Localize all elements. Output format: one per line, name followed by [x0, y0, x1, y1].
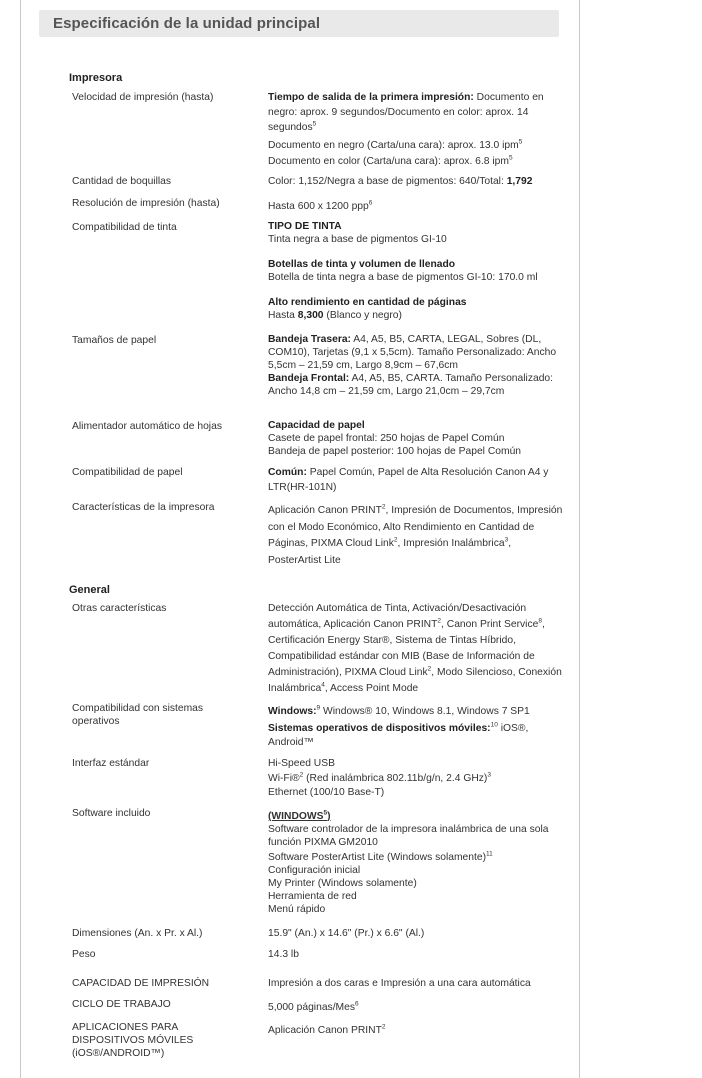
spec-label: Velocidad de impresión (hasta) [72, 92, 214, 103]
spec-label: Resolución de impresión (hasta) [72, 198, 220, 209]
spec-value: Hi-Speed USB Wi-Fi®$^2$ (Red inalámbrica 802.11b/g/n, 2.4 GHz)$^3$ Ethernet (100/10 Base-T) [268, 758, 491, 798]
spec-label: Peso [72, 949, 96, 960]
spec-value: Capacidad de papel Casete de papel frontal: 250 hojas de Papel Común Bandeja de papel posterior: 100 hojas de Papel Común [268, 420, 522, 457]
section-title-impresora: Impresora [69, 72, 123, 84]
spec-label: Compatibilidad de papel [72, 467, 183, 478]
spec-value: (WINDOWS$^5$) Software controlador de la impresora inalámbrica de una sola función PIXMA GM2010 Software PosterArtist Lite (Windows solamente)$^{11}$ Configuración inicial My Printer (Windows solamente) Herramienta de red Menú rápido [268, 809, 549, 915]
spec-label: Compatibilidad de tinta [72, 222, 177, 233]
spec-value: Hasta 600 x 1200 ppp$^6$ [268, 199, 373, 212]
spec-value: Bandeja Trasera: A4, A5, B5, CARTA, LEGAL, Sobres (DL, COM10), Tarjetas (9,1 x 5,5cm). Tamaño Personalizado: Ancho 5,5cm – 21,59 cm, Largo 8,9cm – 67,6cm Bandeja Frontal: A4, A5, B5, CARTA. Tamaño Personalizado: Ancho 14,8 cm – 21,59 cm, Largo 21,0cm – 29,7cm [268, 334, 557, 397]
spec-label: Otras características [72, 603, 167, 614]
spec-label: Dimensiones (An. x Pr. x Al.) [72, 928, 203, 939]
spec-label: Software incluido [72, 808, 151, 819]
spec-label: CAPACIDAD DE IMPRESIÓN [72, 978, 210, 989]
section-header [39, 10, 559, 37]
spec-value: Impresión a dos caras e Impresión a una cara automática [268, 978, 531, 989]
page-title: Especificación de la unidad principal [53, 15, 321, 32]
spec-panel [20, 0, 580, 1078]
spec-label: Compatibilidad con sistemas operativos [72, 703, 204, 727]
spec-value: 5,000 páginas/Mes$^6$ [268, 1000, 359, 1013]
spec-value: Tiempo de salida de la primera impresión: Documento en negro: aprox. 9 segundos/Documento en color: aprox. 14 segundos$^5$ Documento en negro (Carta/una cara): aprox. 13.0 ipm$^5$ Documento en color (Carta/una cara): aprox. 6.8 ipm$^5$ [268, 92, 544, 167]
spec-label: APLICACIONES PARA DISPOSITIVOS MÓVILES (iOS®/ANDROID™) [72, 1022, 194, 1059]
spec-value: Detección Automática de Tinta, Activación/Desactivación automática, Aplicación Canon PRINT$^2$, Canon Print Service$^8$, Certificación Energy Star®, Sistema de Tintas Híbrido, Compatibilidad estándar con MIB (Base de Información de Administración), PIXMA Cloud Link$^2$, Modo Silencioso, Conexión Inalámbrica$^4$, Access Point Mode [268, 603, 562, 694]
spec-label: Alimentador automático de hojas [72, 421, 222, 432]
spec-value: TIPO DE TINTA Tinta negra a base de pigmentos GI-10 Botellas de tinta y volumen de llenado Botella de tinta negra a base de pigmentos GI-10: 170.0 ml Alto rendimiento en cantidad de páginas Hasta 8,300 (Blanco y negro) [268, 221, 538, 321]
spec-label: Características de la impresora [72, 502, 215, 513]
spec-label: Interfaz estándar [72, 758, 150, 769]
spec-value: Color: 1,152/Negra a base de pigmentos: 640/Total: 1,792 [268, 176, 533, 187]
spec-value: Común: Papel Común, Papel de Alta Resolución Canon A4 y LTR(HR-101N) [268, 467, 549, 493]
section-title-general: General [69, 584, 110, 596]
spec-value: Aplicación Canon PRINT$^2$ [268, 1023, 386, 1036]
spec-label: Cantidad de boquillas [72, 176, 172, 187]
spec-value: 15.9" (An.) x 14.6" (Pr.) x 6.6" (Al.) [268, 928, 425, 939]
spec-value: Windows:$^9$ Windows® 10, Windows 8.1, Windows 7 SP1 Sistemas operativos de dispositivos móviles:$^{10}$ iOS®, Android™ [268, 704, 530, 748]
spec-label: Tamaños de papel [72, 335, 157, 346]
spec-label: CICLO DE TRABAJO [72, 999, 171, 1010]
spec-value: 14.3 lb [268, 949, 299, 960]
spec-value: Aplicación Canon PRINT$^2$, Impresión de Documentos, Impresión con el Modo Económico, Alto Rendimiento en Cantidad de Páginas, PIXMA Cloud Link$^2$, Impresión Inalámbrica$^3$, PosterArtist Lite [268, 503, 563, 566]
